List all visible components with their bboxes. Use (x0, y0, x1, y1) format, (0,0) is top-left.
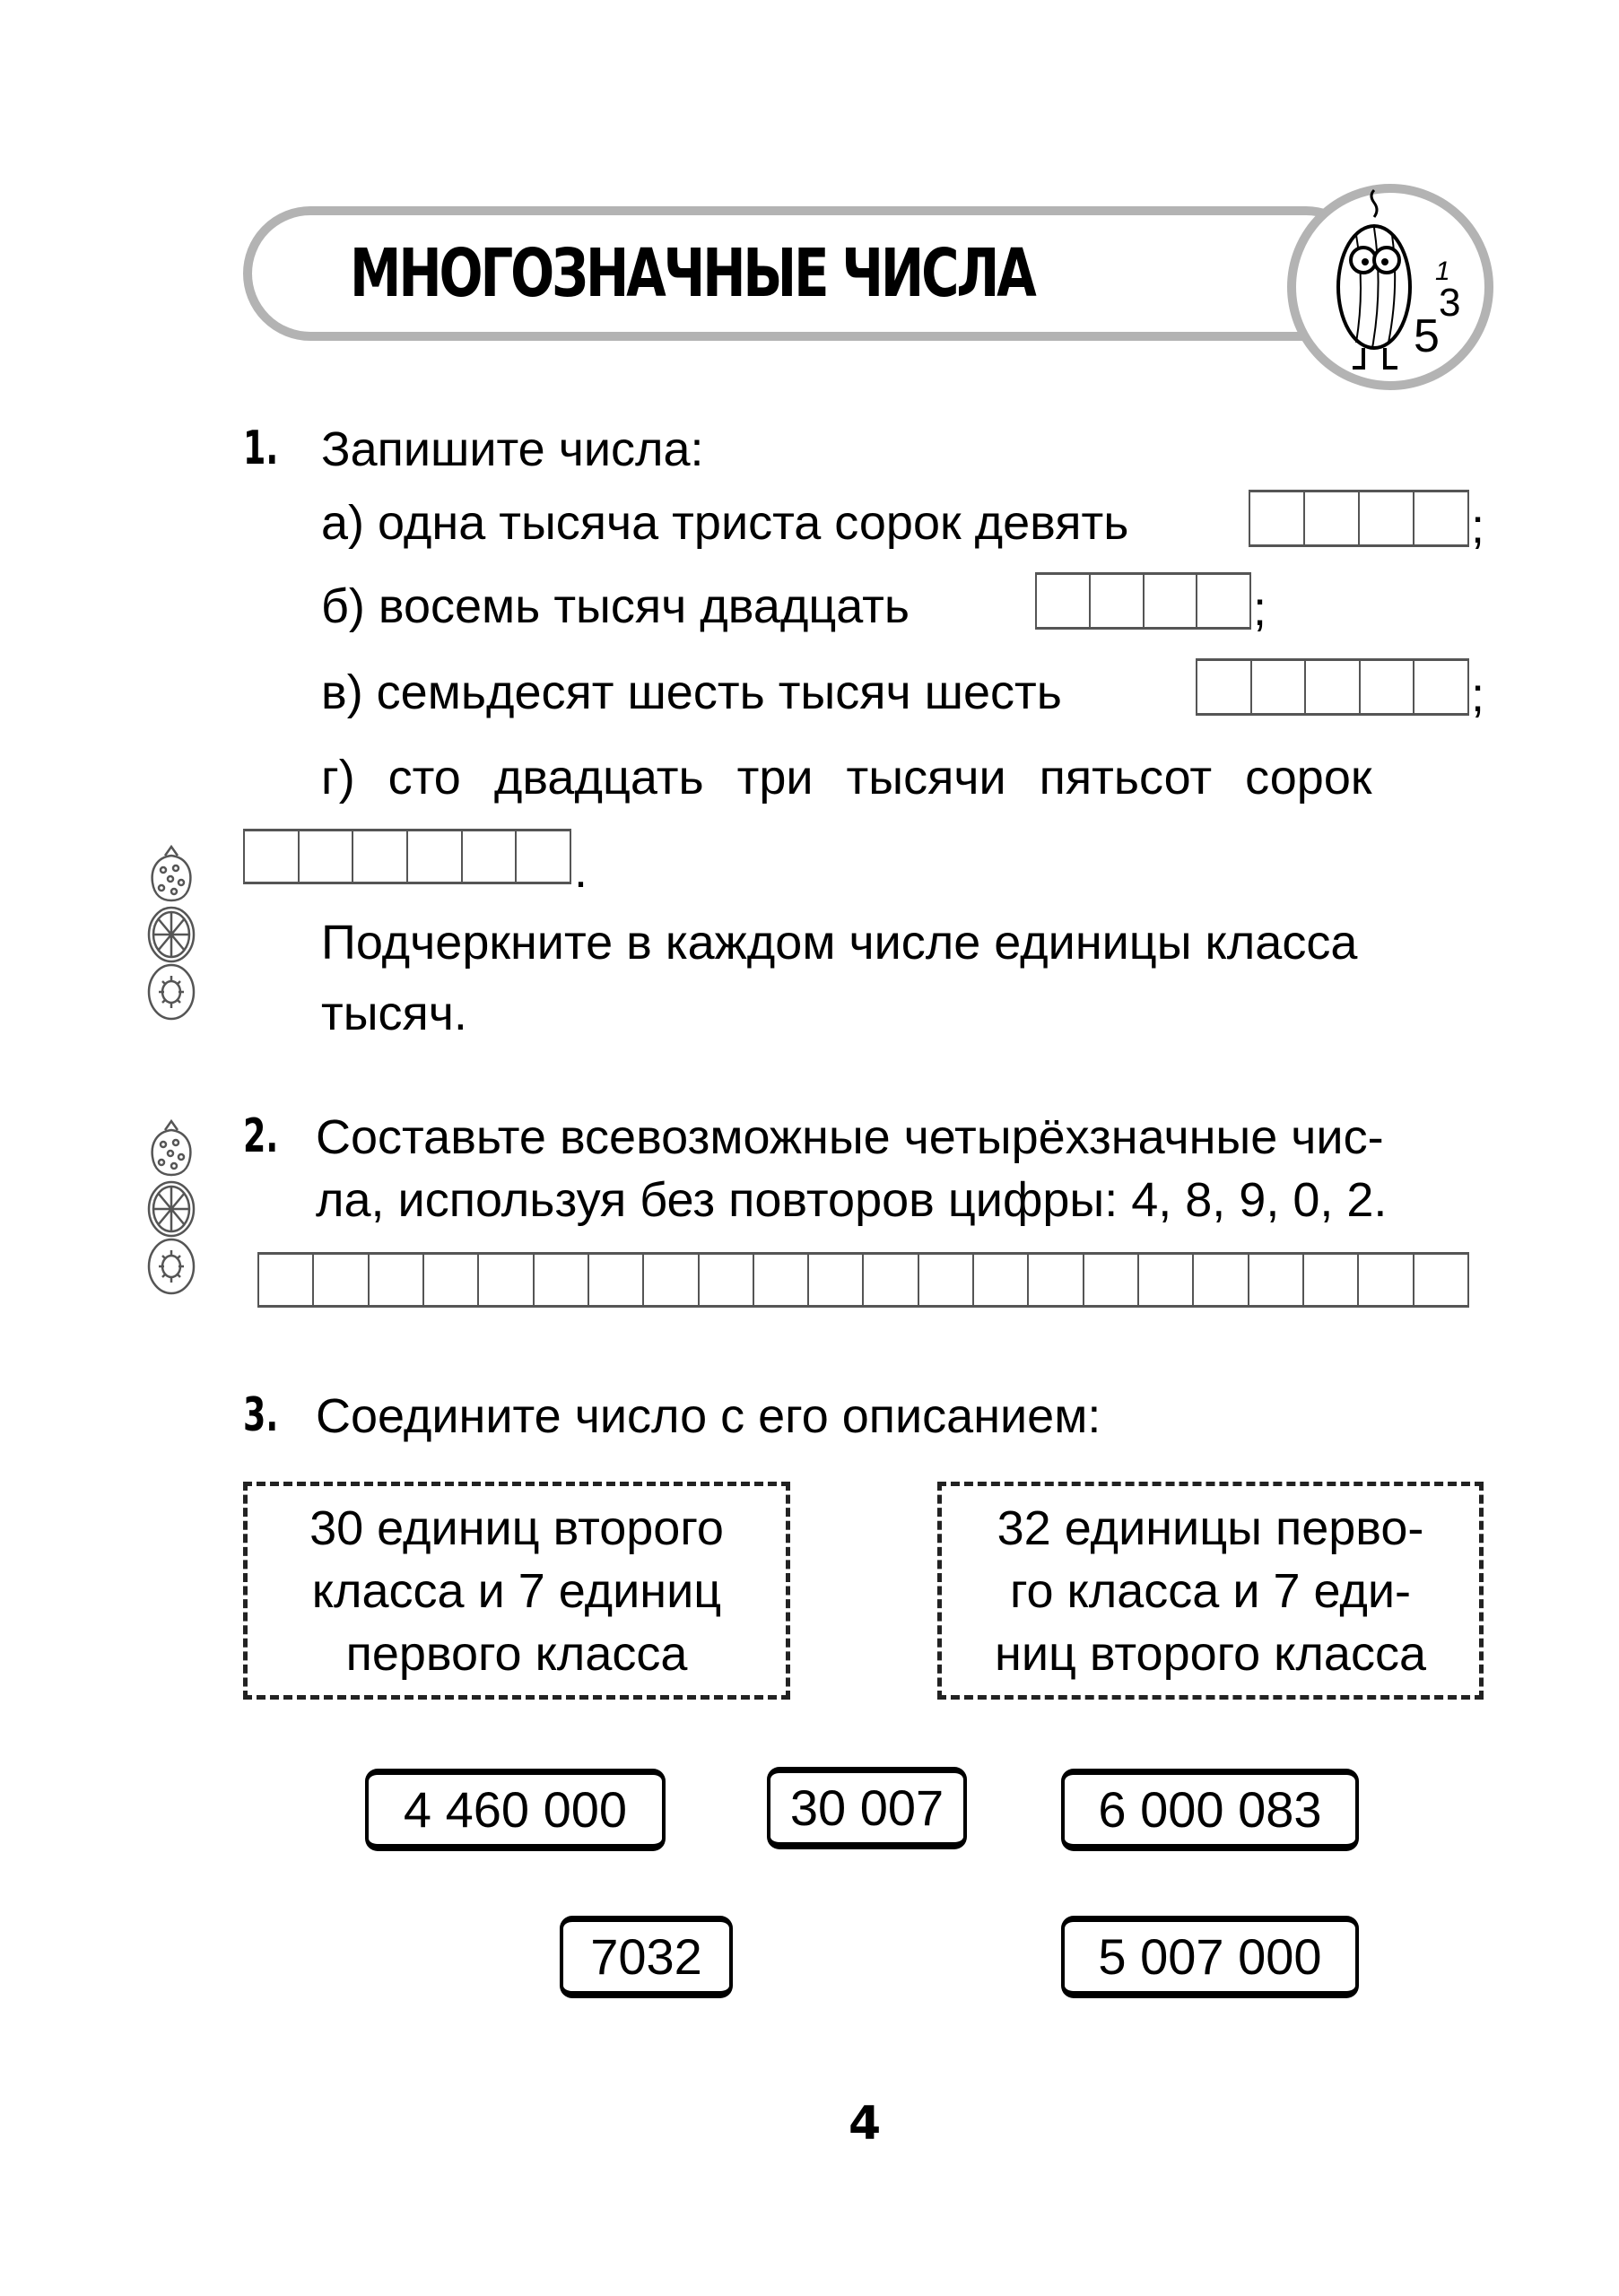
task-3-prompt: Соедините число с его описанием: (316, 1389, 1101, 1443)
task-2-number: 2. (243, 1109, 279, 1163)
strawberry-icon (152, 1121, 191, 1175)
answer-cell[interactable] (515, 831, 571, 882)
answer-cell[interactable] (698, 1255, 753, 1305)
answer-cell[interactable] (406, 831, 461, 882)
orange-slice-icon (149, 908, 194, 961)
task-1c-answer-cells[interactable] (1196, 658, 1469, 716)
answer-cell[interactable] (1248, 1255, 1302, 1305)
answer-cell[interactable] (1357, 1255, 1412, 1305)
answer-cell[interactable] (1027, 1255, 1082, 1305)
description-line: ниц второго класса (995, 1626, 1426, 1681)
answer-cell[interactable] (1413, 492, 1469, 544)
number-card[interactable]: 4 460 000 (365, 1769, 666, 1851)
answer-cell[interactable] (642, 1255, 697, 1305)
task-1-instruction-line2: тысяч. (321, 987, 467, 1040)
answer-cell[interactable] (1250, 661, 1305, 713)
mascot-digit-5: 5 (1414, 310, 1440, 362)
task-2-line2: ла, используя без повторов цифры: 4, 8, 9, 0, 2. (316, 1173, 1388, 1227)
description-line: 32 единицы перво- (997, 1500, 1424, 1555)
answer-cell[interactable] (1413, 1255, 1469, 1305)
difficulty-icons-task-1 (145, 843, 197, 1022)
task-1d-end: . (574, 844, 588, 898)
kiwi-slice-icon (149, 1239, 194, 1293)
page-title: МНОГОЗНАЧНЫЕ ЧИСЛА (350, 235, 1034, 312)
task-1-number: 1. (243, 422, 279, 475)
task-1c-label: в) семьдесят шесть тысяч шесть (321, 665, 1062, 719)
answer-cell[interactable] (972, 1255, 1027, 1305)
answer-cell[interactable] (1196, 661, 1250, 713)
answer-cell[interactable] (918, 1255, 972, 1305)
task-1b-label: б) восемь тысяч двадцать (321, 579, 910, 633)
answer-cell[interactable] (422, 1255, 477, 1305)
description-line: класса и 7 единиц (311, 1563, 722, 1618)
answer-cell[interactable] (1196, 575, 1251, 627)
answer-cell[interactable] (352, 831, 406, 882)
answer-cell[interactable] (1035, 575, 1089, 627)
number-card[interactable]: 6 000 083 (1061, 1769, 1359, 1851)
answer-cell[interactable] (1304, 661, 1359, 713)
orange-slice-icon (149, 1182, 194, 1236)
task-3-number: 3. (243, 1388, 279, 1442)
task-1b-answer-cells[interactable] (1035, 572, 1251, 630)
answer-cell[interactable] (807, 1255, 862, 1305)
task-2-line1: Составьте всевозможные четырёхзначные чис- (316, 1110, 1384, 1164)
number-card[interactable]: 30 007 (767, 1767, 967, 1849)
number-card[interactable]: 7032 (560, 1916, 733, 1998)
task-1d-answer-cells[interactable] (243, 829, 571, 884)
task-2-answer-grid[interactable] (257, 1252, 1469, 1308)
task-1-instruction-line1: Подчеркните в каждом числе единицы класса (321, 916, 1358, 970)
difficulty-icons-task-2 (145, 1118, 197, 1297)
answer-cell[interactable] (753, 1255, 807, 1305)
answer-cell[interactable] (298, 831, 353, 882)
answer-cell[interactable] (312, 1255, 367, 1305)
description-card-1[interactable] (243, 1482, 790, 1700)
answer-cell[interactable] (1413, 661, 1469, 713)
answer-cell[interactable] (1359, 661, 1414, 713)
answer-cell[interactable] (1192, 1255, 1247, 1305)
task-1a-answer-cells[interactable] (1249, 490, 1469, 547)
description-card-2[interactable] (937, 1482, 1484, 1700)
answer-cell[interactable] (1302, 1255, 1357, 1305)
kiwi-slice-icon (149, 965, 194, 1019)
description-line: го класса и 7 еди- (1009, 1563, 1412, 1618)
answer-cell[interactable] (243, 831, 298, 882)
description-line: первого класса (345, 1626, 688, 1681)
answer-cell[interactable] (1358, 492, 1413, 544)
answer-cell[interactable] (533, 1255, 588, 1305)
mascot-digit-3: 3 (1439, 281, 1461, 325)
answer-cell[interactable] (862, 1255, 917, 1305)
task-1c-end: ; (1471, 668, 1485, 722)
answer-cell[interactable] (1083, 1255, 1137, 1305)
answer-cell[interactable] (588, 1255, 642, 1305)
answer-cell[interactable] (477, 1255, 532, 1305)
mascot-digit-1: 1 (1435, 257, 1450, 286)
answer-cell[interactable] (461, 831, 516, 882)
answer-cell[interactable] (1089, 575, 1143, 627)
answer-cell[interactable] (368, 1255, 422, 1305)
description-line: 30 единиц второго (309, 1500, 724, 1555)
task-1a-end: ; (1471, 500, 1485, 553)
number-card[interactable]: 5 007 000 (1061, 1916, 1359, 1998)
task-1d-label: г) сто двадцать три тысячи пятьсот сорок (321, 751, 1372, 804)
melon-with-glasses-icon (1284, 181, 1496, 393)
strawberry-icon (152, 847, 191, 900)
task-1b-end: ; (1253, 582, 1267, 636)
task-1-prompt: Запишите числа: (321, 422, 704, 476)
task-1a-label: а) одна тысяча триста сорок девять (321, 496, 1129, 550)
answer-cell[interactable] (257, 1255, 312, 1305)
answer-cell[interactable] (1249, 492, 1303, 544)
answer-cell[interactable] (1303, 492, 1358, 544)
answer-cell[interactable] (1143, 575, 1197, 627)
answer-cell[interactable] (1137, 1255, 1192, 1305)
page-number: 4 (849, 2097, 882, 2151)
